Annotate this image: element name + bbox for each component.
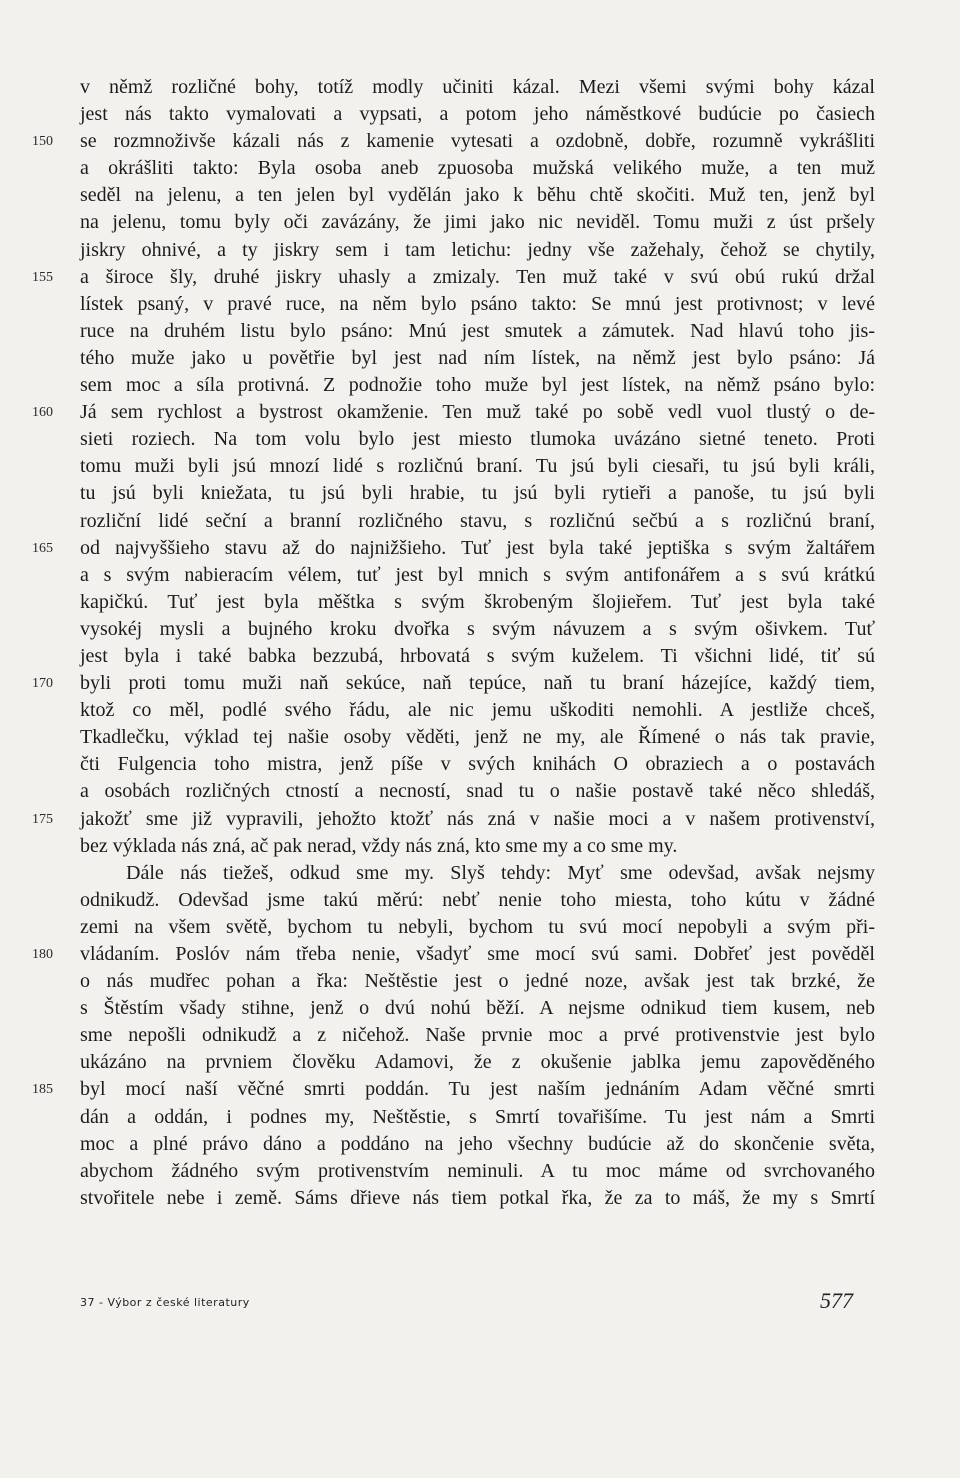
line-text: seděl na jelenu, a ten jelen byl vydělán jako k běhu chtě skočiti. Muž ten, jenž byl (80, 184, 875, 207)
line-text: tu jsú byli kniežata, tu jsú byli hrabie, tu jsú byli rytieři a panoše, tu jsú byli (80, 482, 875, 505)
text-line (80, 480, 875, 507)
line-number: 185 (32, 1082, 53, 1098)
line-number: 180 (32, 947, 53, 962)
text-line (80, 968, 875, 995)
text-line (80, 1185, 875, 1212)
text-line (80, 887, 875, 914)
text-line (80, 833, 875, 860)
text-line (32, 941, 875, 968)
line-text: čti Fulgencia toho mistra, jenž píše v svých knihách O obraziech a o postavách (80, 753, 875, 776)
text-line (80, 724, 875, 751)
text-line (80, 318, 875, 345)
text-line (80, 101, 875, 128)
text-line (80, 751, 875, 778)
line-text: stvořitele nebe i země. Sáms dřieve nás tiem potkal řka, že za to máš, že my s Smrtí (80, 1186, 875, 1209)
text-line (80, 914, 875, 941)
line-text: jiskry ohnivé, a ty jiskry sem i tam letichu: jedny vše zažehaly, čehož se chytily, (80, 238, 875, 261)
line-text: vládaním. Poslóv nám třeba nenie, všadyť sme mocí svú sami. Dobřeť jest pověděl (80, 943, 875, 965)
text-line (32, 1076, 875, 1103)
text-line (80, 1131, 875, 1158)
line-text: moc a plné právo dáno a poddáno na jeho všechny budúcie až do skončenie světa, (80, 1132, 875, 1155)
line-text: zemi na všem světě, bychom tu nebyli, bychom tu svú mocí nepobyli a svým při- (80, 915, 875, 938)
line-number: 170 (32, 676, 53, 692)
footer-signature: 37 - Výbor z české literatury (80, 1296, 250, 1309)
line-text: Já sem rychlost a bystrost okamženie. Ten muž také po sobě vedl vuol tlustý o de- (80, 401, 875, 424)
line-text: dán a oddán, i podnes my, Neštěstie, s Smrtí tovařišíme. Tu jest nám a Smrti (80, 1105, 875, 1128)
line-text: od najvyššieho stavu až do najnižšieho. Tuť jest byla také jeptiška s svým žaltářem (80, 536, 875, 559)
line-text: abychom žádného svým protivenstvím neminuli. A tu moc máme od svrchovaného (80, 1159, 875, 1182)
line-text: byli proti tomu muži naň sekúce, naň tepúce, naň tu braní házejíce, každý tiem, (80, 672, 875, 695)
line-text: bez výklada nás zná, ač pak nerad, vždy nás zná, kto sme my a co sme my. (80, 834, 678, 857)
text-line (80, 589, 875, 616)
body-text (32, 74, 875, 1212)
text-line (80, 562, 875, 589)
text-line (32, 264, 875, 291)
text-line (80, 508, 875, 535)
line-text: tého muže jako u povětřie byl jest nad ním lístek, na němž jest bylo psáno: Já (80, 346, 875, 369)
line-text: ruce na druhém listu bylo psáno: Mnú jest smutek a zámutek. Nad hlavú toho jis- (80, 319, 875, 342)
line-text: Tkadlečku, výklad tej našie osoby věděti, jenž ne my, ale Římené o nás tak pravie, (80, 726, 875, 749)
text-line (32, 670, 875, 697)
line-text: sme nepošli odnikudž a z ničehož. Naše prvnie moc a prvé protivenstvie jest bylo (80, 1024, 875, 1047)
text-line (80, 155, 875, 182)
line-text: jest byla i také babka bezzubá, hrbovatá s svým kuželem. Ti všichni lidé, tiť sú (80, 644, 875, 667)
line-text: jest nás takto vymalovati a vypsati, a potom jeho náměstkové budúcie po časiech (80, 103, 875, 126)
text-line (80, 209, 875, 236)
text-line (80, 1158, 875, 1185)
text-line (80, 616, 875, 643)
line-number: 175 (32, 811, 53, 827)
line-text: odnikudž. Odevšad jsme takú měrú: nebť nenie toho miesta, toho kútu v žádné (80, 888, 875, 911)
page-number: 577 (820, 1288, 853, 1313)
line-text: v němž rozličné bohy, totíž modly učiniti kázal. Mezi všemi svými bohy kázal (80, 76, 875, 98)
line-text: sem moc a síla protivná. Z podnožie toho muže byl jest lístek, na němž psáno bylo: (80, 374, 875, 397)
line-text: sieti roziech. Na tom volu bylo jest miesto tlumoka uvázáno sietné teneto. Proti (80, 428, 875, 451)
line-text: ukázáno na prvniem člověku Adamovi, že z okušenie jablka jemu zapověděného (80, 1051, 875, 1074)
text-line (80, 697, 875, 724)
text-line (80, 860, 875, 887)
text-line (80, 1022, 875, 1049)
line-text: na jelenu, tomu byly oči zavázány, že jimi jako nic neviděl. Tomu muži z úst pršely (80, 211, 875, 234)
line-number: 160 (32, 405, 53, 421)
text-line (80, 237, 875, 264)
text-line (80, 1104, 875, 1131)
text-line (80, 995, 875, 1022)
text-line (80, 291, 875, 318)
text-line (80, 1049, 875, 1076)
text-line (80, 74, 875, 101)
text-line (80, 345, 875, 372)
text-line (80, 778, 875, 805)
line-text: a osobách rozličných ctností a necností, snad tu o našie postavě také něco shledáš, (80, 780, 875, 803)
line-text: a s svým nabieracím vélem, tuť jest byl mnich s svým antifonářem a s svú krátkú (80, 563, 875, 586)
line-number: 150 (32, 134, 53, 150)
line-text: a široce šly, druhé jiskry uhasly a zmizaly. Ten muž také v svú obú rukú držal (80, 265, 875, 288)
text-line (80, 453, 875, 480)
line-text: o nás mudřec pohan a řka: Neštěstie jest o jedné noze, avšak jest tak brzké, že (80, 970, 875, 993)
line-text: tomu muži byli jsú mnozí lidé s rozličnú braní. Tu jsú byli ciesaři, tu jsú byli králi, (80, 455, 875, 478)
text-line (32, 535, 875, 562)
text-line (32, 399, 875, 426)
line-text: rozliční lidé seční a branní rozličného stavu, s rozličnú sečbú a s rozličnú braní, (80, 509, 875, 532)
line-text: lístek psaný, v pravé ruce, na něm bylo psáno takto: Se mnú jest protivnost; v levé (80, 292, 875, 315)
line-text: a okrášliti takto: Byla osoba aneb zpuosoba mužská velikého muže, a ten muž (80, 157, 875, 180)
line-text: ktož co měl, podlé svého řádu, ale nic jemu uškoditi nemohli. A jestliže chceš, (80, 699, 875, 722)
line-text: jakožť sme již vypravili, jehožto ktožť nás zná v našie moci a v našem protivenství, (80, 807, 875, 830)
text-line (32, 128, 875, 155)
text-line (32, 806, 875, 833)
line-text: s Štěstím všady stihne, jenž o dvú nohú běží. A nejsme odnikud tiem kusem, neb (80, 997, 875, 1020)
text-line (80, 372, 875, 399)
line-text: kapičkú. Tuť jest byla měštka s svým škrobeným šlojieřem. Tuť jest byla také (80, 590, 875, 613)
line-text: byl mocí naší věčné smrti poddán. Tu jest naším jednáním Adam věčné smrti (80, 1078, 875, 1101)
text-line (80, 182, 875, 209)
text-line (80, 643, 875, 670)
line-number: 165 (32, 540, 53, 556)
line-number: 155 (32, 269, 53, 285)
line-text: Dále nás tiežeš, odkud sme my. Slyš tehdy: Myť sme odevšad, avšak nejsmy (126, 861, 875, 884)
text-line (80, 426, 875, 453)
line-text: vysokéj mysli a bujného kroku dvořka s svým návuzem a s svým ošivkem. Tuť (80, 617, 875, 640)
line-text: se rozmnoživše kázali nás z kamenie vytesati a ozdobně, dobře, rozumně vykrášliti (80, 130, 875, 153)
